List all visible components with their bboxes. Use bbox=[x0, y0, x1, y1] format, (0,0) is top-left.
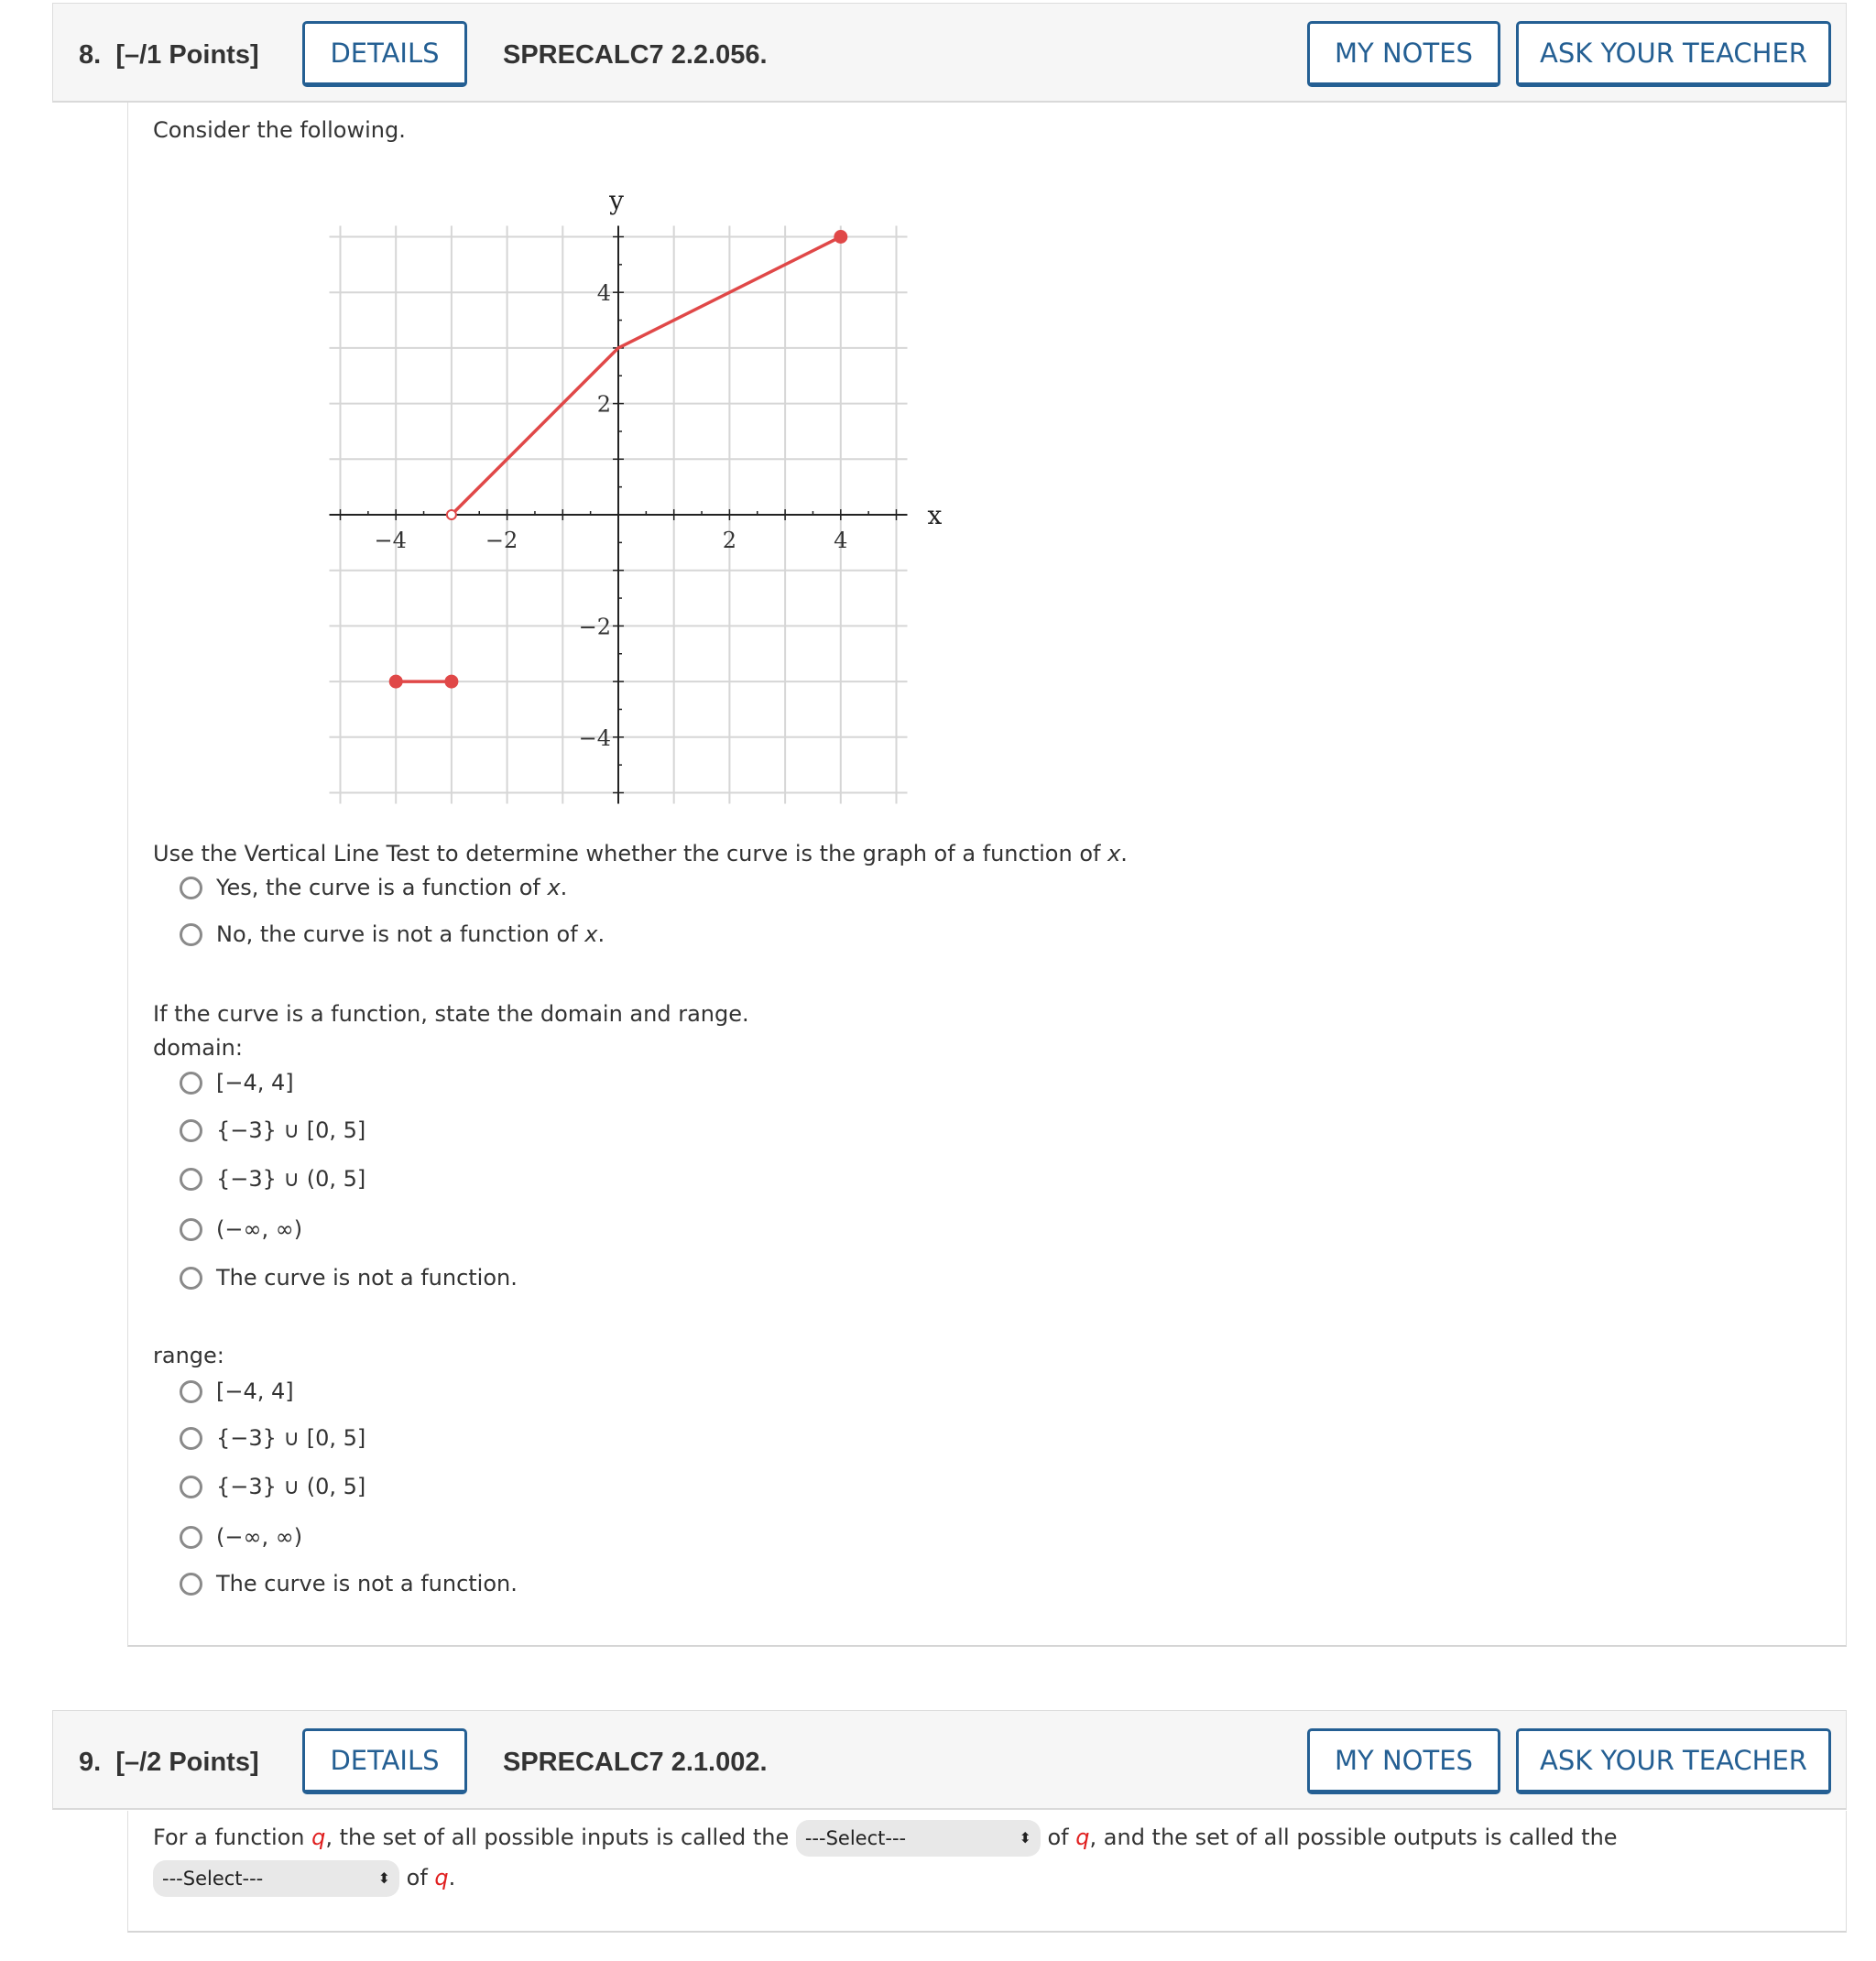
question-number: 9. bbox=[79, 1748, 102, 1777]
updown-chevron-icon: ⬍ bbox=[1019, 1829, 1031, 1847]
q9-line-2 bbox=[153, 1860, 455, 1897]
var-x: x bbox=[1107, 841, 1121, 866]
q9-line-1 bbox=[153, 1820, 1618, 1857]
text: , and the set of all possible outputs is called the bbox=[1089, 1825, 1618, 1850]
y-tick-label: −4 bbox=[578, 724, 611, 751]
range-option[interactable] bbox=[180, 1471, 365, 1502]
y-tick-label: 4 bbox=[596, 280, 611, 307]
x-axis-label: x bbox=[927, 500, 943, 530]
x-tick-label: 4 bbox=[834, 528, 848, 553]
select-value: ---Select--- bbox=[804, 1827, 907, 1849]
ask-your-teacher-button[interactable]: ASK YOUR TEACHER bbox=[1516, 1728, 1831, 1794]
x-tick-label: −4 bbox=[374, 528, 407, 553]
var-x: x bbox=[584, 921, 598, 947]
problem-code: SPRECALC7 2.2.056. bbox=[503, 40, 768, 70]
domain-range-prompt: If the curve is a function, state the domain and range. bbox=[153, 1001, 749, 1027]
option-label: {−3} ∪ [0, 5] bbox=[216, 1425, 366, 1451]
radio-button[interactable] bbox=[180, 1218, 202, 1241]
intro-text: Consider the following. bbox=[153, 117, 406, 143]
updown-chevron-icon: ⬍ bbox=[377, 1869, 390, 1887]
vlt-option-yes[interactable] bbox=[180, 872, 567, 903]
radio-button[interactable] bbox=[180, 877, 202, 899]
option-label: [−4, 4] bbox=[216, 1070, 294, 1095]
domain-option[interactable] bbox=[180, 1163, 365, 1194]
option-label: (−∞, ∞) bbox=[216, 1216, 303, 1242]
question-9-header bbox=[52, 1710, 1847, 1810]
option-label: No, the curve is not a function of bbox=[216, 921, 578, 947]
select-value: ---Select--- bbox=[162, 1868, 264, 1890]
range-option[interactable] bbox=[180, 1376, 294, 1407]
text: For a function bbox=[153, 1825, 305, 1850]
y-axis-label: y bbox=[609, 185, 624, 216]
segment-upper-line bbox=[452, 237, 841, 516]
vlt-prompt-text: Use the Vertical Line Test to determine whether the curve is the graph of a function of bbox=[153, 841, 1101, 866]
var-q: q bbox=[434, 1865, 449, 1890]
radio-button[interactable] bbox=[180, 1573, 202, 1596]
option-label: The curve is not a function. bbox=[216, 1571, 518, 1596]
option-label: {−3} ∪ (0, 5] bbox=[216, 1166, 366, 1192]
radio-button[interactable] bbox=[180, 1119, 202, 1142]
radio-button[interactable] bbox=[180, 1380, 202, 1403]
closed-endpoint bbox=[834, 231, 846, 243]
period: . bbox=[597, 921, 605, 947]
my-notes-button[interactable]: MY NOTES bbox=[1307, 1728, 1500, 1794]
range-option[interactable] bbox=[180, 1422, 365, 1454]
details-button[interactable]: DETAILS bbox=[302, 21, 467, 87]
open-endpoint bbox=[447, 510, 456, 519]
domain-option[interactable] bbox=[180, 1214, 302, 1245]
question-number-points bbox=[79, 1744, 259, 1781]
closed-endpoint bbox=[445, 676, 457, 688]
domain-label: domain: bbox=[153, 1035, 243, 1061]
range-option[interactable] bbox=[180, 1568, 518, 1599]
var-q: q bbox=[1075, 1825, 1090, 1850]
range-label: range: bbox=[153, 1343, 224, 1368]
radio-button[interactable] bbox=[180, 1526, 202, 1549]
var-q: q bbox=[311, 1825, 326, 1850]
text: , the set of all possible inputs is called the bbox=[325, 1825, 790, 1850]
domain-option[interactable] bbox=[180, 1262, 518, 1293]
range-option[interactable] bbox=[180, 1521, 302, 1552]
option-label: (−∞, ∞) bbox=[216, 1524, 303, 1550]
vlt-prompt bbox=[153, 839, 1128, 868]
y-tick-label: 2 bbox=[596, 391, 611, 418]
closed-endpoint bbox=[390, 676, 402, 688]
var-x: x bbox=[547, 875, 561, 900]
points: [–/2 Points] bbox=[115, 1748, 259, 1777]
domain-select[interactable] bbox=[796, 1820, 1041, 1857]
question-8-header bbox=[52, 3, 1847, 103]
option-label: [−4, 4] bbox=[216, 1378, 294, 1404]
radio-button[interactable] bbox=[180, 1427, 202, 1450]
domain-option[interactable] bbox=[180, 1067, 294, 1098]
vlt-option-no[interactable] bbox=[180, 919, 605, 950]
period: . bbox=[1120, 841, 1128, 866]
radio-button[interactable] bbox=[180, 1168, 202, 1191]
option-label: The curve is not a function. bbox=[216, 1265, 518, 1291]
y-tick-label: −2 bbox=[578, 614, 611, 640]
details-button[interactable]: DETAILS bbox=[302, 1728, 467, 1794]
x-tick-label: 2 bbox=[722, 528, 737, 553]
option-label: {−3} ∪ (0, 5] bbox=[216, 1474, 366, 1499]
question-number-points bbox=[79, 37, 259, 73]
range-select[interactable] bbox=[153, 1860, 399, 1897]
period: . bbox=[560, 875, 568, 900]
problem-code: SPRECALC7 2.1.002. bbox=[503, 1748, 768, 1777]
option-label: {−3} ∪ [0, 5] bbox=[216, 1117, 366, 1143]
radio-button[interactable] bbox=[180, 1476, 202, 1498]
function-graph bbox=[311, 165, 971, 806]
text: of bbox=[1047, 1825, 1069, 1850]
x-tick-label: −2 bbox=[485, 528, 518, 553]
my-notes-button[interactable]: MY NOTES bbox=[1307, 21, 1500, 87]
question-number: 8. bbox=[79, 40, 102, 70]
radio-button[interactable] bbox=[180, 923, 202, 946]
domain-option[interactable] bbox=[180, 1115, 365, 1146]
points: [–/1 Points] bbox=[115, 40, 259, 70]
text: of bbox=[406, 1865, 428, 1890]
text: . bbox=[448, 1865, 456, 1890]
option-label: Yes, the curve is a function of bbox=[216, 875, 540, 900]
radio-button[interactable] bbox=[180, 1267, 202, 1290]
ask-your-teacher-button[interactable]: ASK YOUR TEACHER bbox=[1516, 21, 1831, 87]
radio-button[interactable] bbox=[180, 1072, 202, 1095]
